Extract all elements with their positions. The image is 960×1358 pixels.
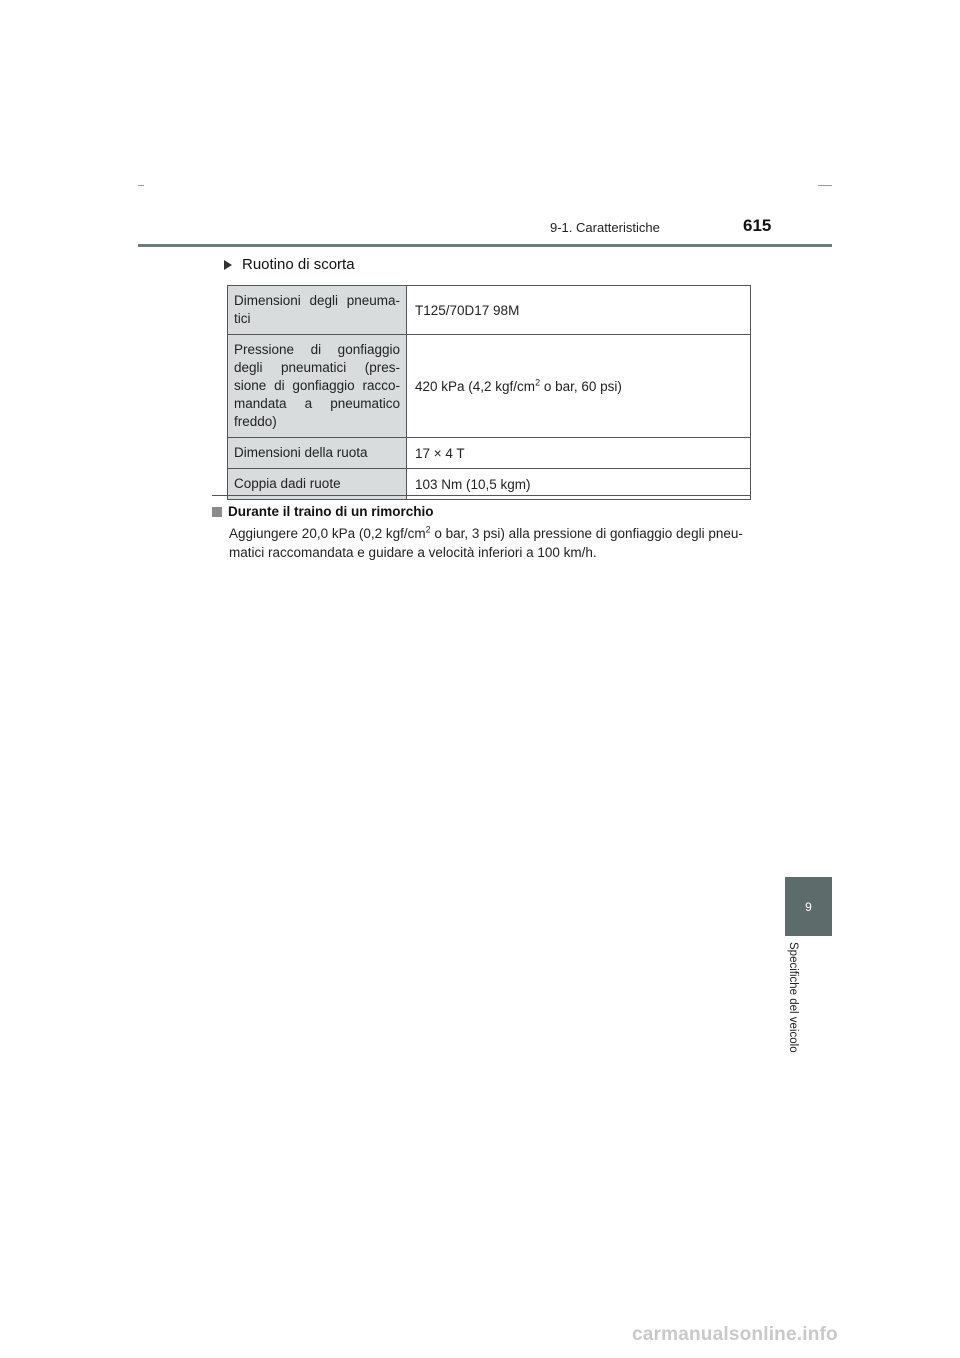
crop-mark-left [138,185,144,186]
subsection-title: Ruotino di scorta [242,256,355,273]
subsection-heading [222,256,355,273]
table-row [228,438,751,469]
square-bullet-icon [212,507,222,517]
row-label: Dimensioni della ruota [228,438,407,469]
row-value: 103 Nm (10,5 kgm) [407,469,751,500]
row-label: Pressione di gonfiaggio degli pneumatici (pres-sione di gonfiaggio racco-mandata a pneumatico freddo) [228,335,407,438]
value-text-tail: o bar, 60 psi) [540,378,622,394]
watermark: carmanualsonline.info [632,1324,838,1345]
value-text: 420 kPa (4,2 kgf/cm [415,378,536,394]
spare-tire-spec-table [227,285,751,500]
row-label: Coppia dadi ruote [228,469,407,500]
note-heading-text: Durante il traino di un rimorchio [228,504,434,519]
chapter-label [787,942,807,1072]
table-row [228,286,751,335]
note-superscript: 2 [425,524,431,535]
note-text: Aggiungere 20,0 kPa (0,2 kgf/cm [229,526,426,541]
chapter-number: 9 [805,899,812,914]
page-number: 615 [743,216,772,235]
triangle-bullet-icon [224,260,232,270]
value-superscript: 2 [535,377,541,387]
note-text-tail: o bar, 3 psi) alla pressione di gonfiaggio degli pneu-matici raccomandata e guidare a velocità inferiori a 100 km/h. [229,526,743,560]
row-value: T125/70D17 98M [407,286,751,335]
chapter-label-text: Specifiche del veicolo [787,942,799,1053]
chapter-tab[interactable] [785,877,832,936]
table-row [228,335,751,438]
section-path: 9-1. Caratteristiche [550,220,660,235]
note-divider [212,495,751,496]
row-value: 17 × 4 T [407,438,751,469]
note-body [229,524,753,562]
row-value [407,335,751,438]
row-label: Dimensioni degli pneuma-tici [228,286,407,335]
header-rule [138,244,832,247]
crop-mark-right [818,185,832,186]
note-heading [212,504,434,519]
